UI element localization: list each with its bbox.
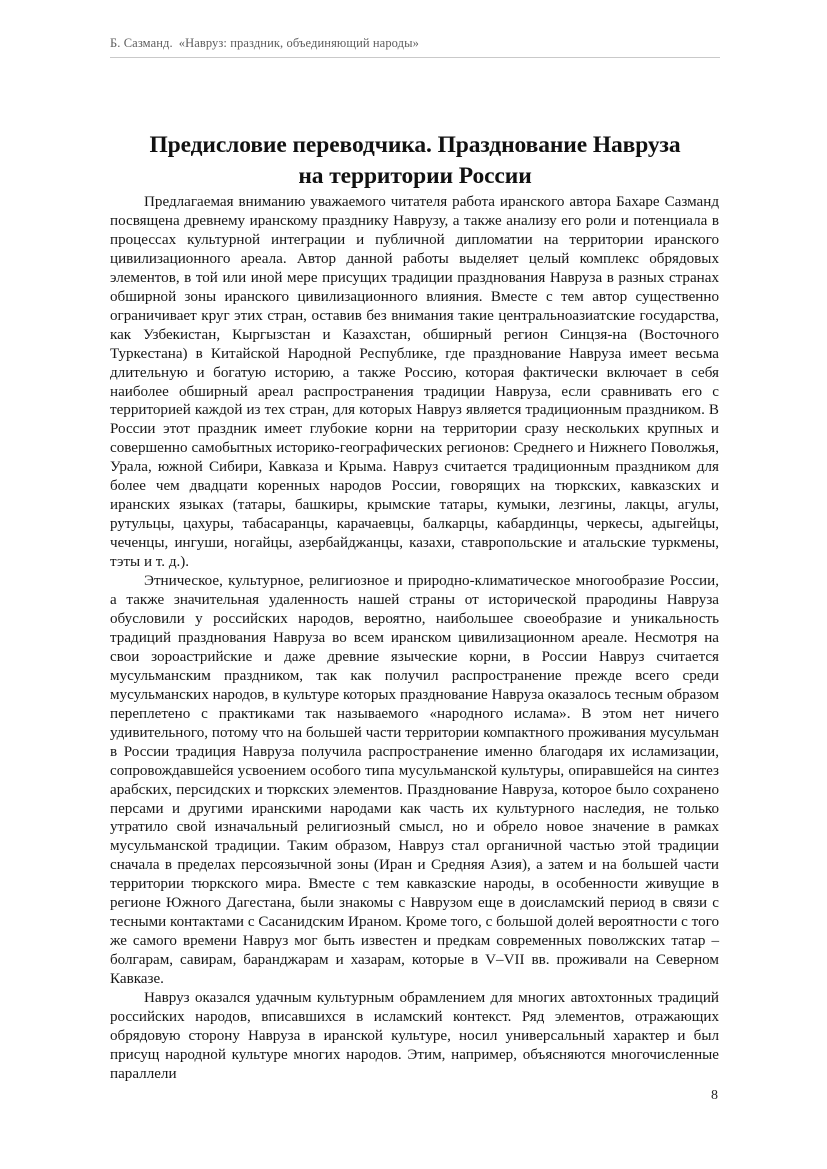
body-text (110, 193, 719, 1084)
paragraph: Предлагаемая вниманию уважаемого читателя работа иранского автора Бахаре Сазманд посвящена древнему иранскому празднику Наврузу, а также анализу его роли и потенциала в процессах культурной интеграции и публичной дипломатии на территории иранского цивилизационного ареала. Автор данной работы выделяет целый комплекс обрядовых элементов, в той или иной мере присущих традиции празднования Навруза в разных странах обширной зоны иранского цивилизационного влияния. Вместе с тем автор существенно ограничивает круг этих стран, оставив без внимания такие центральноазиатские государства, как Узбекистан, Кыргызстан и Казахстан, обширный регион Синцзя-на (Восточного Туркестана) в Китайской Народной Республике, где празднование Навруза имеет весьма длительную и богатую историю, а также Россию, которая фактически включает в себя наиболее обширный ареал распространения традиции Навруза, если сравнивать его с территорией каждой из тех стран, для которых Навруз является традиционным праздником. В России этот праздник имеет глубокие корни на территории сразу нескольких крупных и совершенно самобытных историко-географических регионов: Среднего и Нижнего Поволжья, Урала, южной Сибири, Кавказа и Крыма. Навруз считается традиционным праздником для более чем двадцати коренных народов России, говорящих на тюркских, кавказских и иранских языках (татары, башкиры, крымские татары, кумыки, лезгины, лакцы, агулы, рутульцы, цахуры, табасаранцы, карачаевцы, балкарцы, кабардинцы, черкесы, адыгейцы, чеченцы, ингуши, ногайцы, азербайджанцы, казахи, ставропольские и атальские туркмены, тэты и т. д.). (110, 194, 719, 571)
running-head-author: Б. Сазманд. (110, 36, 173, 50)
paragraph: Этническое, культурное, религиозное и природно-климатическое многообразие России, а также значительная удаленность нашей страны от исторической прародины Навруза обусловили у российских народов, вероятно, наибольшее своеобразие и уникальность традиций празднования Навруза во всем иранском цивилизационном ареале. Несмотря на свои зороастрийские и даже древние языческие корни, в России Навруз считается мусульманским праздником, так как получил распространение прежде всего среди мусульманских народов, в культуре которых празднование Навруза оказалось тесным образом переплетено с практиками так называемого «народного ислама». В этом нет ничего удивительного, потому что на большей части территории компактного проживания мусульман в России традиция Навруза получила распространение именно благодаря их исламизации, сопровождавшейся усвоением особого типа мусульманской культуры, опиравшейся на синтез арабских, персидских и тюркских элементов. Празднование Навруза, которое было сохранено персами и другими иранскими народами как часть их культурного наследия, не только утратило свой изначальный религиозный смысл, но и обрело новое значение в рамках мусульманской традиции. Таким образом, Навруз стал органичной частью этой традиции сначала в пределах персоязычной зоны (Иран и Средняя Азия), а затем и на большей части территории тюркского мира. Вместе с тем кавказские народы, в особенности живущие в регионе Южного Дагестана, были знакомы с Наврузом еще в доисламский период в связи с тесными контактами с Сасанидским Ираном. Кроме того, с большой долей вероятности с того же самого времени Навруз мог быть известен и предкам современных поволжских татар – болгарам, савирам, баранджарам и хазарам, которые в V–VII вв. проживали на Северном Кавказе. (110, 573, 719, 988)
running-head-work-title: «Навруз: праздник, объединяющий народы» (178, 36, 419, 50)
page-title-line-1: Предисловие переводчика. Празднование Навруза (149, 131, 681, 158)
running-head (110, 36, 720, 51)
header-rule (110, 57, 720, 58)
page-title-line-2: на территории России (298, 162, 532, 189)
paragraph: Навруз оказался удачным культурным обрамлением для многих автохтонных традиций российских народов, вписавшихся в исламский контекст. Ряд элементов, отражающих обрядовую сторону Навруза в иранской культуре, носил универсальный характер и был присущ народной культуре многих народов. Этим, например, объясняются многочисленные параллели (110, 990, 719, 1082)
page-title (113, 130, 717, 192)
page-number: 8 (711, 1088, 718, 1103)
